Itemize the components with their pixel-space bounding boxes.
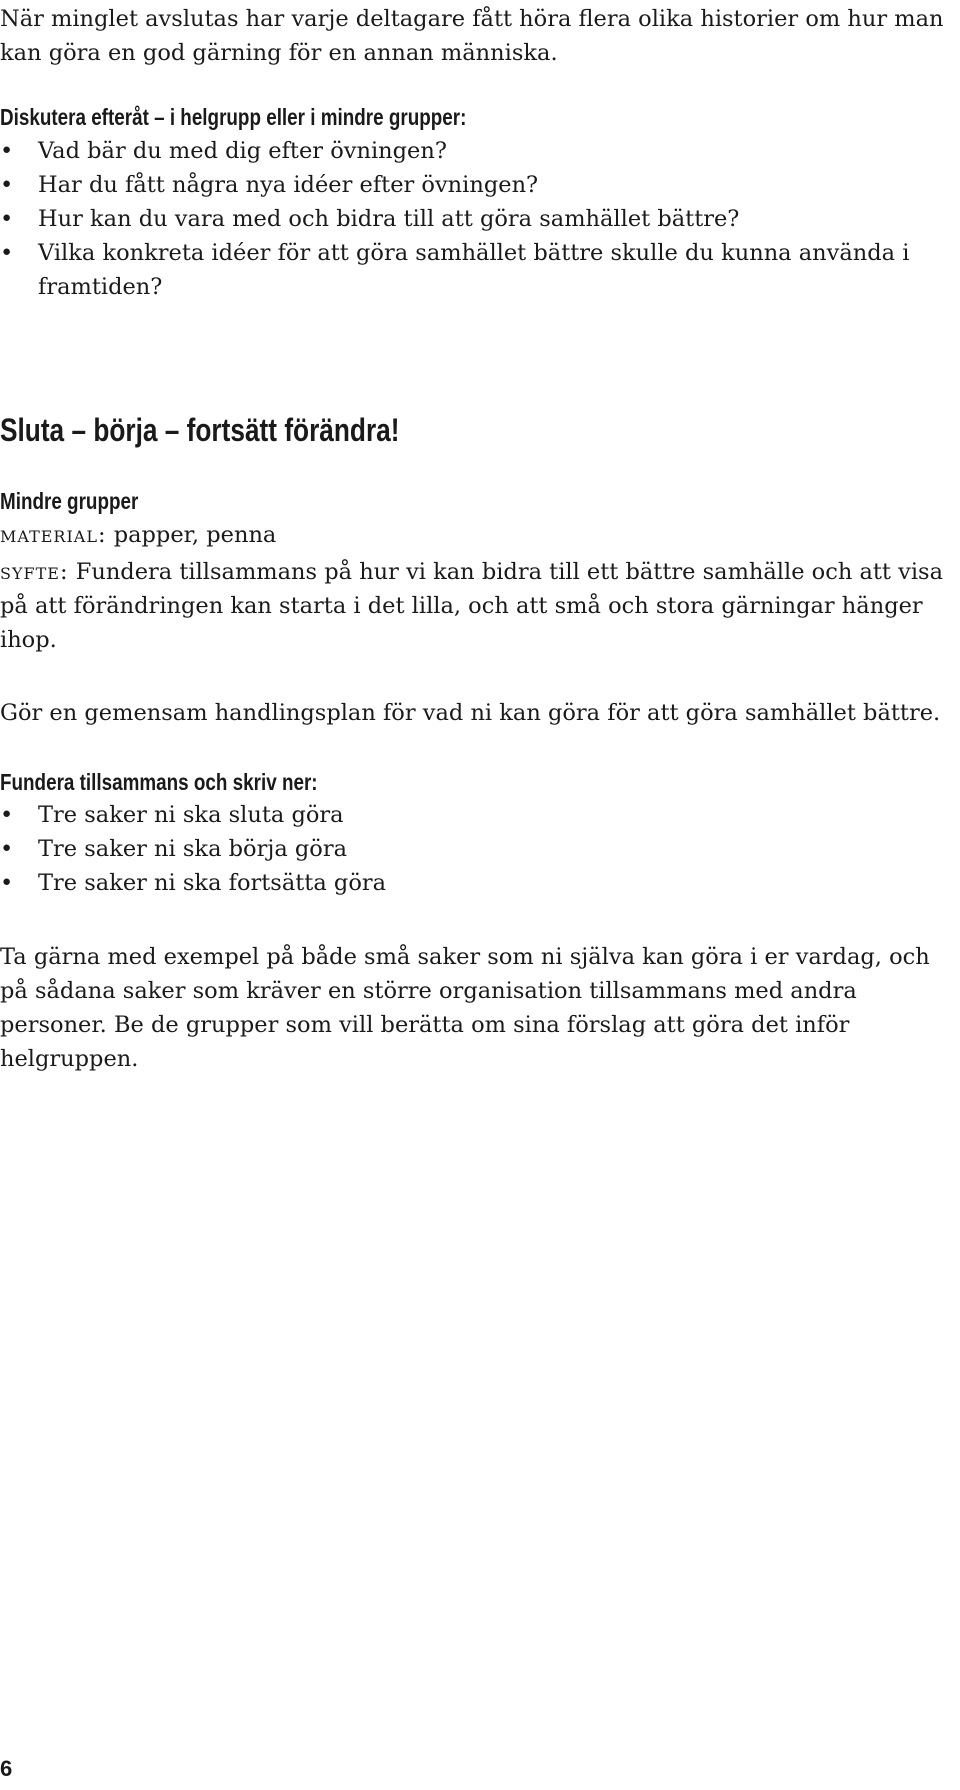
material-label: material:: [0, 522, 107, 548]
group-size-heading: Mindre grupper: [0, 488, 139, 514]
list-item-text: Hur kan du vara med och bidra till att göra samhället bättre?: [38, 206, 740, 232]
list-item: [0, 202, 955, 236]
bullet-icon: •: [0, 206, 14, 232]
plan-paragraph: Gör en gemensam handlingsplan för vad ni kan göra för att göra samhället bättre.: [0, 700, 941, 726]
material-line: [0, 518, 276, 552]
page-number: 6: [0, 1756, 13, 1781]
list-item: [0, 134, 955, 168]
bullet-icon: •: [0, 138, 14, 164]
list-item-text: Vilka konkreta idéer för att göra samhället bättre skulle du kunna använda i framtiden?: [38, 240, 910, 300]
list-item: [0, 832, 386, 866]
purpose-paragraph: [0, 555, 955, 657]
list-item-text: Tre saker ni ska fortsätta göra: [38, 870, 387, 896]
purpose-label: syfte:: [0, 559, 69, 585]
list-item: [0, 236, 955, 304]
list-item: [0, 168, 955, 202]
list-item-text: Har du fått några nya idéer efter övningen?: [38, 172, 539, 198]
bullet-icon: •: [0, 172, 14, 198]
purpose-value: Fundera tillsammans på hur vi kan bidra till ett bättre samhälle och att visa på att förändringen kan starta i det lilla, och att små och stora gärningar hänger ihop.: [0, 559, 943, 653]
bullet-icon: •: [0, 802, 14, 828]
discussion-heading: Diskutera efteråt – i helgrupp eller i mindre grupper:: [0, 104, 467, 130]
intro-paragraph: När minglet avslutas har varje deltagare fått höra flera olika historier om hur man kan göra en god gärning för en annan människa.: [0, 6, 944, 66]
think-list: [0, 798, 386, 900]
discussion-list: [0, 134, 955, 304]
list-item: [0, 798, 386, 832]
list-item-text: Tre saker ni ska börja göra: [38, 836, 348, 862]
list-item-text: Tre saker ni ska sluta göra: [38, 802, 344, 828]
bullet-icon: •: [0, 836, 14, 862]
bullet-icon: •: [0, 870, 14, 896]
examples-paragraph: Ta gärna med exempel på både små saker som ni själva kan göra i er vardag, och på sådana saker som kräver en större organisation tillsammans med andra personer. Be de grupper som vill berätta om sina förslag att göra det inför helgruppen.: [0, 944, 930, 1072]
material-value: papper, penna: [113, 522, 277, 548]
bullet-icon: •: [0, 240, 14, 266]
list-item: [0, 866, 386, 900]
section-title: Sluta – börja – fortsätt förändra!: [0, 412, 400, 448]
list-item-text: Vad bär du med dig efter övningen?: [38, 138, 447, 164]
think-heading: Fundera tillsammans och skriv ner:: [0, 769, 318, 795]
